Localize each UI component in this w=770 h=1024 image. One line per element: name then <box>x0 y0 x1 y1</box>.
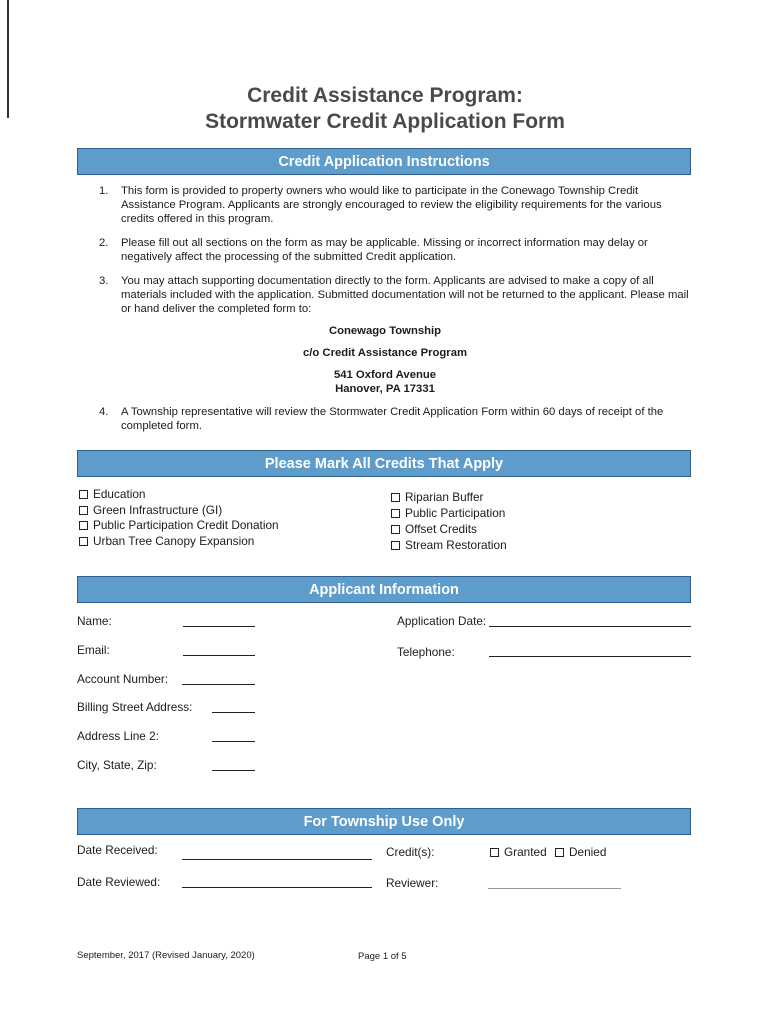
credit-option-riparian-buffer[interactable]: Riparian Buffer <box>391 490 483 506</box>
checkbox-icon[interactable] <box>391 541 400 550</box>
city-state-zip-field[interactable] <box>212 770 255 771</box>
date-received-label: Date Received: <box>77 843 158 857</box>
credit-option-education[interactable]: Education <box>79 487 145 503</box>
date-reviewed-label: Date Reviewed: <box>77 875 161 889</box>
instruction-number: 3. <box>99 275 109 287</box>
mailing-address-street: 541 Oxford Avenue <box>333 369 437 381</box>
reviewer-label: Reviewer: <box>386 876 439 890</box>
instruction-number: 4. <box>99 406 109 418</box>
application-date-field[interactable] <box>489 626 691 627</box>
credit-option-offset-credits[interactable]: Offset Credits <box>391 522 477 538</box>
instruction-text: This form is provided to property owners who would like to participate in the Conewago Township Credit Assistance Program. Applicants are strongly encouraged to review the eligibility requirements for the various credits offered in this program. <box>121 185 662 225</box>
checkbox-icon[interactable] <box>391 525 400 534</box>
granted-option[interactable]: Granted <box>490 845 547 859</box>
mailing-address-care-of: c/o Credit Assistance Program <box>302 347 468 359</box>
mailing-address-name: Conewago Township <box>328 325 442 337</box>
checkbox-icon[interactable] <box>79 490 88 499</box>
checkbox-icon[interactable] <box>490 848 499 857</box>
instructions-list <box>77 184 692 326</box>
account-number-field[interactable] <box>182 684 255 685</box>
instruction-number: 2. <box>99 237 109 249</box>
address-line2-field[interactable] <box>212 741 255 742</box>
name-field[interactable] <box>183 626 255 627</box>
footer-page-number: Page 1 of 5 <box>358 951 407 962</box>
credit-option-public-participation[interactable]: Public Participation <box>391 506 505 522</box>
credit-option-urban-tree-canopy[interactable]: Urban Tree Canopy Expansion <box>79 534 254 550</box>
date-received-field[interactable] <box>182 859 372 860</box>
instruction-number: 1. <box>99 185 109 197</box>
instruction-item <box>77 184 692 226</box>
email-label: Email: <box>77 643 110 657</box>
billing-address-label: Billing Street Address: <box>77 700 193 714</box>
credits-label: Credit(s): <box>386 845 435 859</box>
instruction-text: A Township representative will review the Stormwater Credit Application Form within 60 days of receipt of the completed form. <box>121 406 664 432</box>
checkbox-icon[interactable] <box>391 493 400 502</box>
instructions-list-continued <box>77 405 692 443</box>
account-number-label: Account Number: <box>77 672 169 686</box>
telephone-label: Telephone: <box>397 645 455 659</box>
section-header-credits: Please Mark All Credits That Apply <box>77 450 691 477</box>
instruction-item <box>77 274 692 316</box>
application-date-label: Application Date: <box>397 614 487 628</box>
form-title-line2: Stormwater Credit Application Form <box>205 110 565 133</box>
name-label: Name: <box>77 614 112 628</box>
section-header-township: For Township Use Only <box>77 808 691 835</box>
mailing-address-city: Hanover, PA 17331 <box>335 383 435 395</box>
checkbox-icon[interactable] <box>391 509 400 518</box>
city-state-zip-label: City, State, Zip: <box>77 758 157 772</box>
section-header-instructions: Credit Application Instructions <box>77 148 691 175</box>
address-line2-label: Address Line 2: <box>77 729 159 743</box>
date-reviewed-field[interactable] <box>182 887 372 888</box>
checkbox-icon[interactable] <box>79 521 88 530</box>
instruction-text: You may attach supporting documentation directly to the form. Applicants are advised to make a copy of all materials included with the application. Submitted documentation will not be returned to the applicant. Please mail or hand deliver the completed form to: <box>121 275 689 315</box>
billing-address-field[interactable] <box>212 712 255 713</box>
instruction-text: Please fill out all sections on the form as may be applicable. Missing or incorrect information may delay or negatively affect the processing of the submitted Credit application. <box>121 237 648 263</box>
denied-option[interactable]: Denied <box>555 845 606 859</box>
instruction-item <box>77 236 692 264</box>
credit-option-green-infrastructure[interactable]: Green Infrastructure (GI) <box>79 503 222 519</box>
form-title-line1: Credit Assistance Program: <box>247 84 523 107</box>
reviewer-field[interactable] <box>488 888 621 889</box>
telephone-field[interactable] <box>489 656 691 657</box>
credit-option-public-participation-donation[interactable]: Public Participation Credit Donation <box>79 518 279 534</box>
instruction-item <box>77 405 692 433</box>
checkbox-icon[interactable] <box>79 537 88 546</box>
email-field[interactable] <box>183 655 255 656</box>
section-header-applicant: Applicant Information <box>77 576 691 603</box>
footer-revision-date: September, 2017 (Revised January, 2020) <box>77 950 255 961</box>
credit-option-stream-restoration[interactable]: Stream Restoration <box>391 538 507 554</box>
checkbox-icon[interactable] <box>555 848 564 857</box>
checkbox-icon[interactable] <box>79 506 88 515</box>
